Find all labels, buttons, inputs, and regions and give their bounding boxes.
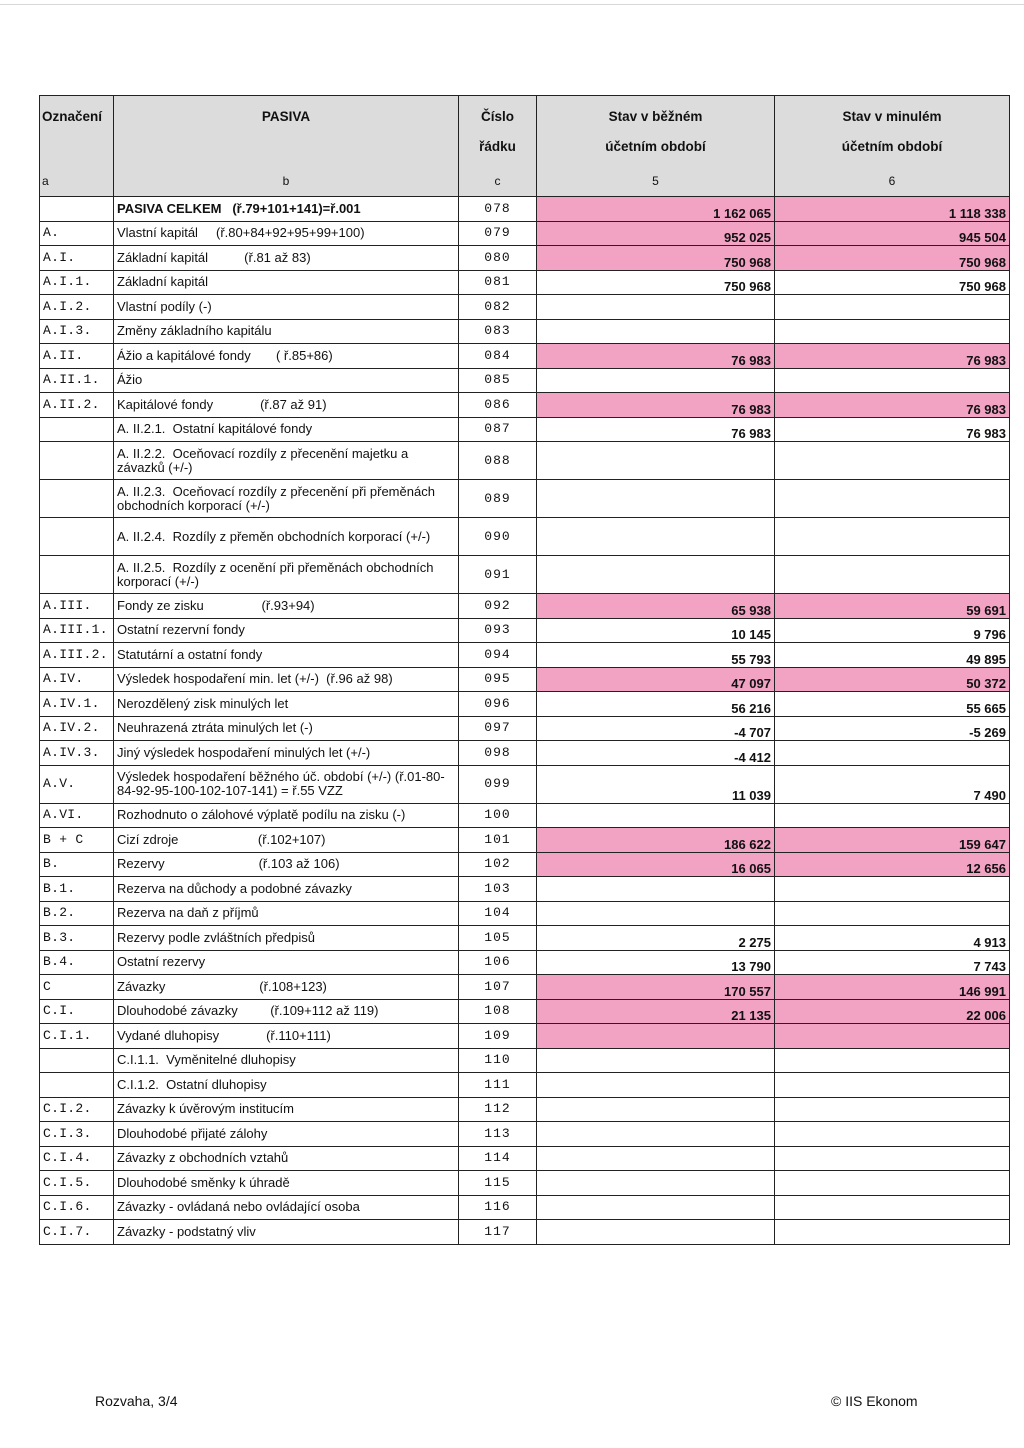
row-code: A.I.2. <box>40 295 114 320</box>
row-code: A.II.2. <box>40 393 114 418</box>
row-code: C.I.1. <box>40 1024 114 1049</box>
row-code: B.4. <box>40 950 114 975</box>
row-number: 094 <box>459 643 537 668</box>
current-period-value <box>537 368 775 393</box>
row-code: A.III.1. <box>40 618 114 643</box>
table-row <box>40 692 1010 717</box>
current-period-value: 750 968 <box>537 270 775 295</box>
row-code: B.3. <box>40 926 114 951</box>
previous-period-value: 55 665 <box>775 692 1010 717</box>
table-row <box>40 1048 1010 1073</box>
header-designation: Označení a <box>40 96 114 197</box>
row-number: 079 <box>459 221 537 246</box>
table-row <box>40 1097 1010 1122</box>
row-number: 088 <box>459 442 537 480</box>
current-period-value <box>537 1171 775 1196</box>
balance-sheet-table <box>39 95 1010 1245</box>
previous-period-value: 146 991 <box>775 975 1010 1000</box>
row-label: Závazky z obchodních vztahů <box>114 1146 459 1171</box>
previous-period-value: 76 983 <box>775 417 1010 442</box>
current-period-value: 55 793 <box>537 643 775 668</box>
row-number: 116 <box>459 1195 537 1220</box>
row-number: 115 <box>459 1171 537 1196</box>
current-period-value: 750 968 <box>537 246 775 271</box>
table-row <box>40 246 1010 271</box>
current-period-value <box>537 319 775 344</box>
row-number: 083 <box>459 319 537 344</box>
previous-period-value <box>775 319 1010 344</box>
previous-period-value <box>775 1220 1010 1245</box>
header-row-number: Číslo řádku c <box>459 96 537 197</box>
current-period-value <box>537 295 775 320</box>
row-code: A.II. <box>40 344 114 369</box>
current-period-value <box>537 556 775 594</box>
table-row <box>40 1220 1010 1245</box>
row-code: C.I.7. <box>40 1220 114 1245</box>
previous-period-value <box>775 368 1010 393</box>
row-number: 090 <box>459 518 537 556</box>
row-number: 106 <box>459 950 537 975</box>
row-label: Cizí zdroje (ř.102+107) <box>114 828 459 853</box>
row-label: Rezervy (ř.103 až 106) <box>114 852 459 877</box>
table-row <box>40 667 1010 692</box>
previous-period-value: 9 796 <box>775 618 1010 643</box>
previous-period-value: 7 490 <box>775 765 1010 803</box>
page-top-line <box>0 4 1024 5</box>
previous-period-value: 49 895 <box>775 643 1010 668</box>
row-number: 107 <box>459 975 537 1000</box>
current-period-value: 1 162 065 <box>537 197 775 222</box>
current-period-value <box>537 901 775 926</box>
table-row <box>40 344 1010 369</box>
row-code <box>40 442 114 480</box>
row-label: Dlouhodobé závazky (ř.109+112 až 119) <box>114 999 459 1024</box>
table-row <box>40 1122 1010 1147</box>
previous-period-value <box>775 442 1010 480</box>
row-number: 103 <box>459 877 537 902</box>
table-row <box>40 556 1010 594</box>
row-label: Vlastní podíly (-) <box>114 295 459 320</box>
row-label: Závazky k úvěrovým institucím <box>114 1097 459 1122</box>
current-period-value: 47 097 <box>537 667 775 692</box>
row-label: Změny základního kapitálu <box>114 319 459 344</box>
row-label: Rezerva na důchody a podobné závazky <box>114 877 459 902</box>
previous-period-value <box>775 1097 1010 1122</box>
row-label: C.I.1.1. Vyměnitelné dluhopisy <box>114 1048 459 1073</box>
table-row <box>40 368 1010 393</box>
row-code: A.I.1. <box>40 270 114 295</box>
previous-period-value: 750 968 <box>775 270 1010 295</box>
table-row <box>40 594 1010 619</box>
current-period-value <box>537 518 775 556</box>
row-number: 084 <box>459 344 537 369</box>
previous-period-value: 4 913 <box>775 926 1010 951</box>
previous-period-value: 59 691 <box>775 594 1010 619</box>
table-header-row <box>40 96 1010 197</box>
table-row <box>40 1171 1010 1196</box>
table-row <box>40 950 1010 975</box>
row-number: 096 <box>459 692 537 717</box>
row-label: Vydané dluhopisy (ř.110+111) <box>114 1024 459 1049</box>
table-body <box>40 197 1010 1245</box>
current-period-value <box>537 1024 775 1049</box>
row-label: Závazky - ovládaná nebo ovládající osoba <box>114 1195 459 1220</box>
table-row <box>40 926 1010 951</box>
current-period-value <box>537 1146 775 1171</box>
row-number: 092 <box>459 594 537 619</box>
table-row <box>40 1195 1010 1220</box>
previous-period-value <box>775 1122 1010 1147</box>
previous-period-value <box>775 1024 1010 1049</box>
table-row <box>40 442 1010 480</box>
table-row <box>40 518 1010 556</box>
current-period-value: 11 039 <box>537 765 775 803</box>
previous-period-value: 76 983 <box>775 393 1010 418</box>
table-row <box>40 1024 1010 1049</box>
current-period-value <box>537 803 775 828</box>
table-row <box>40 270 1010 295</box>
row-code: A.II.1. <box>40 368 114 393</box>
previous-period-value <box>775 1146 1010 1171</box>
previous-period-value: 159 647 <box>775 828 1010 853</box>
row-number: 085 <box>459 368 537 393</box>
previous-period-value <box>775 1048 1010 1073</box>
row-label: Ostatní rezervní fondy <box>114 618 459 643</box>
row-label: Rezervy podle zvláštních předpisů <box>114 926 459 951</box>
current-period-value <box>537 877 775 902</box>
row-number: 111 <box>459 1073 537 1098</box>
row-code: C.I.6. <box>40 1195 114 1220</box>
previous-period-value: -5 269 <box>775 716 1010 741</box>
table-row <box>40 975 1010 1000</box>
previous-period-value: 750 968 <box>775 246 1010 271</box>
previous-period-value: 22 006 <box>775 999 1010 1024</box>
row-label: Ážio <box>114 368 459 393</box>
previous-period-value <box>775 480 1010 518</box>
row-code: C.I. <box>40 999 114 1024</box>
row-code: A.III.2. <box>40 643 114 668</box>
row-label: Dlouhodobé přijaté zálohy <box>114 1122 459 1147</box>
row-number: 101 <box>459 828 537 853</box>
row-label: PASIVA CELKEM (ř.79+101+141)=ř.001 <box>114 197 459 222</box>
row-number: 091 <box>459 556 537 594</box>
previous-period-value <box>775 901 1010 926</box>
row-label: Výsledek hospodaření běžného úč. období (+/-) (ř.01-80-84-92-95-100-102-107-141) = ř.55 VZZ <box>114 765 459 803</box>
current-period-value: 65 938 <box>537 594 775 619</box>
row-label: A. II.2.3. Oceňovací rozdíly z přecenění při přeměnách obchodních korporací (+/-) <box>114 480 459 518</box>
table-row <box>40 852 1010 877</box>
row-label: Fondy ze zisku (ř.93+94) <box>114 594 459 619</box>
row-label: Vlastní kapitál (ř.80+84+92+95+99+100) <box>114 221 459 246</box>
row-number: 110 <box>459 1048 537 1073</box>
previous-period-value <box>775 803 1010 828</box>
table-row <box>40 480 1010 518</box>
row-label: A. II.2.2. Oceňovací rozdíly z přecenění majetku a závazků (+/-) <box>114 442 459 480</box>
row-number: 093 <box>459 618 537 643</box>
row-label: Ostatní rezervy <box>114 950 459 975</box>
current-period-value: 76 983 <box>537 417 775 442</box>
row-code: B.2. <box>40 901 114 926</box>
row-label: Rozhodnuto o zálohové výplatě podílu na zisku (-) <box>114 803 459 828</box>
row-code: A.V. <box>40 765 114 803</box>
current-period-value: 76 983 <box>537 344 775 369</box>
row-number: 117 <box>459 1220 537 1245</box>
row-code <box>40 480 114 518</box>
row-label: Dlouhodobé směnky k úhradě <box>114 1171 459 1196</box>
row-label: Statutární a ostatní fondy <box>114 643 459 668</box>
row-number: 087 <box>459 417 537 442</box>
row-number: 114 <box>459 1146 537 1171</box>
row-code: B + C <box>40 828 114 853</box>
row-number: 086 <box>459 393 537 418</box>
current-period-value <box>537 1195 775 1220</box>
row-label: A. II.2.5. Rozdíly z ocenění při přeměnách obchodních korporací (+/-) <box>114 556 459 594</box>
previous-period-value <box>775 741 1010 766</box>
row-code: C <box>40 975 114 1000</box>
row-number: 097 <box>459 716 537 741</box>
row-code: A. <box>40 221 114 246</box>
row-code: A.IV.2. <box>40 716 114 741</box>
row-code <box>40 1073 114 1098</box>
row-code: A.IV.3. <box>40 741 114 766</box>
current-period-value: 16 065 <box>537 852 775 877</box>
table-row <box>40 716 1010 741</box>
table-row <box>40 999 1010 1024</box>
row-number: 078 <box>459 197 537 222</box>
current-period-value <box>537 1048 775 1073</box>
row-code <box>40 518 114 556</box>
row-label: Základní kapitál <box>114 270 459 295</box>
table-row <box>40 221 1010 246</box>
table-row <box>40 197 1010 222</box>
previous-period-value: 76 983 <box>775 344 1010 369</box>
row-label: Rezerva na daň z příjmů <box>114 901 459 926</box>
table-row <box>40 803 1010 828</box>
previous-period-value <box>775 1195 1010 1220</box>
row-label: C.I.1.2. Ostatní dluhopisy <box>114 1073 459 1098</box>
current-period-value: 2 275 <box>537 926 775 951</box>
row-number: 081 <box>459 270 537 295</box>
current-period-value: 10 145 <box>537 618 775 643</box>
row-code: A.IV.1. <box>40 692 114 717</box>
row-number: 108 <box>459 999 537 1024</box>
table-row <box>40 765 1010 803</box>
row-number: 112 <box>459 1097 537 1122</box>
row-label: Nerozdělený zisk minulých let <box>114 692 459 717</box>
table-row <box>40 901 1010 926</box>
current-period-value <box>537 1122 775 1147</box>
current-period-value: 186 622 <box>537 828 775 853</box>
row-code <box>40 1048 114 1073</box>
table-row <box>40 417 1010 442</box>
table-row <box>40 618 1010 643</box>
current-period-value: 952 025 <box>537 221 775 246</box>
row-label: A. II.2.1. Ostatní kapitálové fondy <box>114 417 459 442</box>
row-number: 095 <box>459 667 537 692</box>
current-period-value <box>537 480 775 518</box>
current-period-value <box>537 1073 775 1098</box>
row-label: Neuhrazená ztráta minulých let (-) <box>114 716 459 741</box>
row-number: 109 <box>459 1024 537 1049</box>
current-period-value <box>537 442 775 480</box>
current-period-value: 76 983 <box>537 393 775 418</box>
current-period-value: 56 216 <box>537 692 775 717</box>
header-current-period: Stav v běžném účetním období 5 <box>537 96 775 197</box>
row-label: A. II.2.4. Rozdíly z přeměn obchodních korporací (+/-) <box>114 518 459 556</box>
table-row <box>40 295 1010 320</box>
row-code: A.IV. <box>40 667 114 692</box>
row-code: C.I.5. <box>40 1171 114 1196</box>
current-period-value <box>537 1097 775 1122</box>
previous-period-value: 50 372 <box>775 667 1010 692</box>
previous-period-value: 12 656 <box>775 852 1010 877</box>
row-label: Závazky - podstatný vliv <box>114 1220 459 1245</box>
previous-period-value <box>775 295 1010 320</box>
row-number: 080 <box>459 246 537 271</box>
row-number: 099 <box>459 765 537 803</box>
table-row <box>40 1073 1010 1098</box>
row-label: Jiný výsledek hospodaření minulých let (+/-) <box>114 741 459 766</box>
row-label: Závazky (ř.108+123) <box>114 975 459 1000</box>
table-row <box>40 828 1010 853</box>
current-period-value: 170 557 <box>537 975 775 1000</box>
row-label: Základní kapitál (ř.81 až 83) <box>114 246 459 271</box>
current-period-value: 13 790 <box>537 950 775 975</box>
row-label: Výsledek hospodaření min. let (+/-) (ř.96 až 98) <box>114 667 459 692</box>
row-code: B.1. <box>40 877 114 902</box>
current-period-value <box>537 1220 775 1245</box>
row-code <box>40 197 114 222</box>
row-number: 082 <box>459 295 537 320</box>
table-row <box>40 643 1010 668</box>
row-label: Kapitálové fondy (ř.87 až 91) <box>114 393 459 418</box>
row-code: A.III. <box>40 594 114 619</box>
table-row <box>40 877 1010 902</box>
row-number: 113 <box>459 1122 537 1147</box>
previous-period-value <box>775 877 1010 902</box>
row-code: C.I.2. <box>40 1097 114 1122</box>
row-number: 089 <box>459 480 537 518</box>
previous-period-value <box>775 556 1010 594</box>
table-row <box>40 1146 1010 1171</box>
current-period-value: -4 412 <box>537 741 775 766</box>
row-code: A.I. <box>40 246 114 271</box>
previous-period-value: 7 743 <box>775 950 1010 975</box>
row-code <box>40 556 114 594</box>
previous-period-value <box>775 518 1010 556</box>
current-period-value: 21 135 <box>537 999 775 1024</box>
row-number: 104 <box>459 901 537 926</box>
row-code: B. <box>40 852 114 877</box>
table-row <box>40 741 1010 766</box>
row-code: A.I.3. <box>40 319 114 344</box>
header-liabilities: PASIVA b <box>114 96 459 197</box>
previous-period-value: 1 118 338 <box>775 197 1010 222</box>
row-number: 100 <box>459 803 537 828</box>
table-row <box>40 319 1010 344</box>
row-label: Ážio a kapitálové fondy ( ř.85+86) <box>114 344 459 369</box>
row-code: C.I.4. <box>40 1146 114 1171</box>
footer-page-label: Rozvaha, 3/4 <box>95 1393 178 1409</box>
row-code <box>40 417 114 442</box>
row-number: 098 <box>459 741 537 766</box>
row-code: A.VI. <box>40 803 114 828</box>
footer-copyright: © IIS Ekonom <box>831 1393 918 1409</box>
previous-period-value: 945 504 <box>775 221 1010 246</box>
current-period-value: -4 707 <box>537 716 775 741</box>
row-code: C.I.3. <box>40 1122 114 1147</box>
header-previous-period: Stav v minulém účetním období 6 <box>775 96 1010 197</box>
previous-period-value <box>775 1073 1010 1098</box>
table-row <box>40 393 1010 418</box>
row-number: 105 <box>459 926 537 951</box>
previous-period-value <box>775 1171 1010 1196</box>
row-number: 102 <box>459 852 537 877</box>
